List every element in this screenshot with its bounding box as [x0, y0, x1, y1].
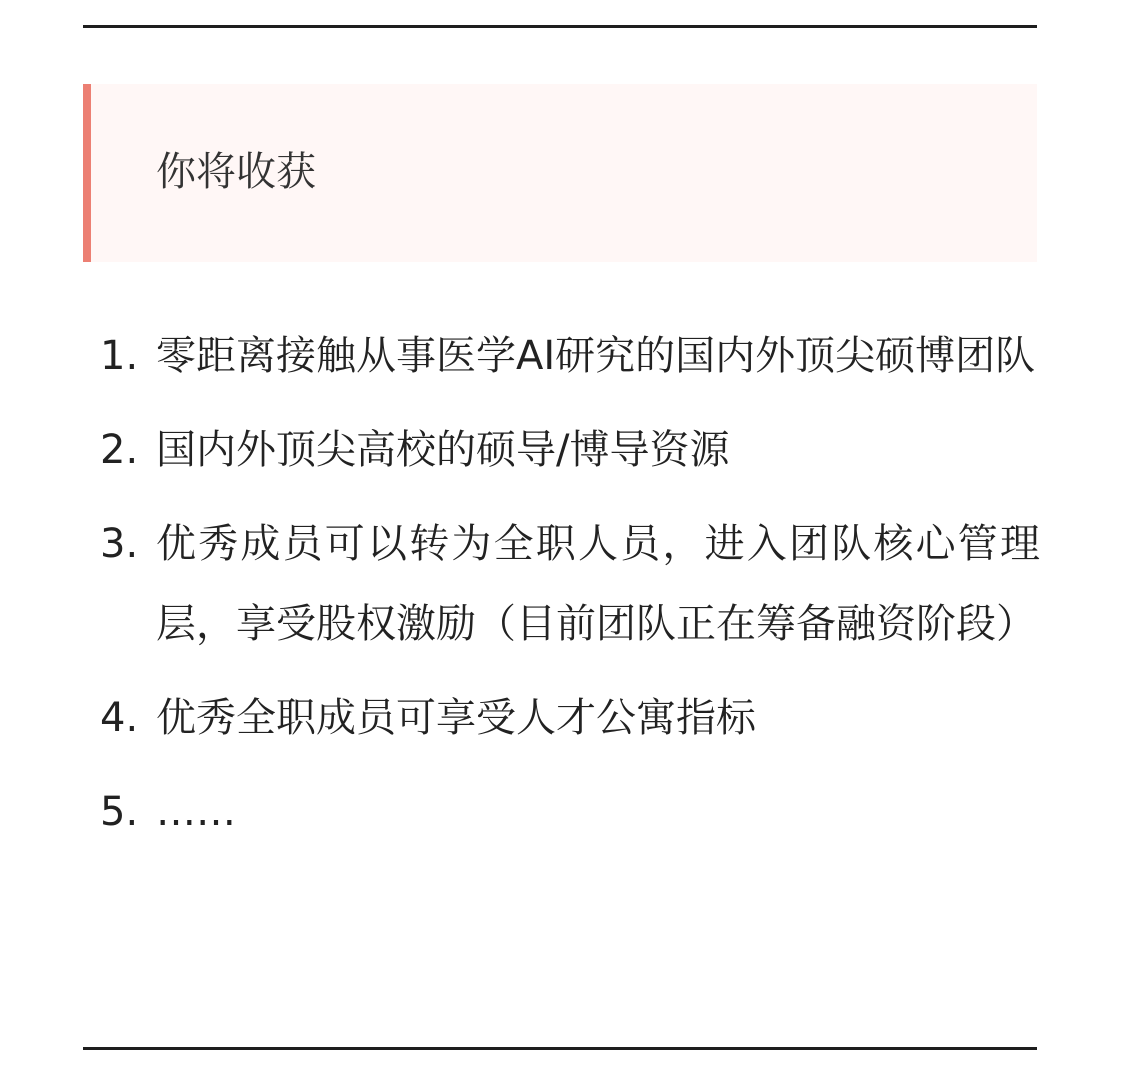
list-item-number: 1. [100, 333, 139, 379]
top-divider [83, 25, 1037, 28]
list-item-text: 国内外顶尖高校的硕导/博导资源 [156, 427, 730, 473]
list-item [100, 316, 1040, 396]
list-item [100, 678, 1040, 758]
list-item-text: …… [156, 789, 236, 835]
list-item-number: 3. [100, 521, 139, 567]
list-item [100, 772, 1040, 852]
list-item-text: 优秀全职成员可享受人才公寓指标 [156, 695, 756, 741]
list-item-number: 4. [100, 695, 139, 741]
list-item-number: 2. [100, 427, 139, 473]
bottom-divider [83, 1047, 1037, 1050]
list-item-text: 优秀成员可以转为全职人员，进入团队核心管理层，享受股权激励（目前团队正在筹备融资阶段） [156, 521, 1040, 647]
section-title: 你将收获 [156, 149, 316, 195]
list-item [100, 410, 1040, 490]
list-item-text: 零距离接触从事医学AI研究的国内外顶尖硕博团队 [156, 333, 1036, 379]
section-header-callout [83, 84, 1037, 262]
list-item-number: 5. [100, 789, 139, 835]
benefits-list [100, 316, 1040, 866]
list-item [100, 504, 1040, 664]
